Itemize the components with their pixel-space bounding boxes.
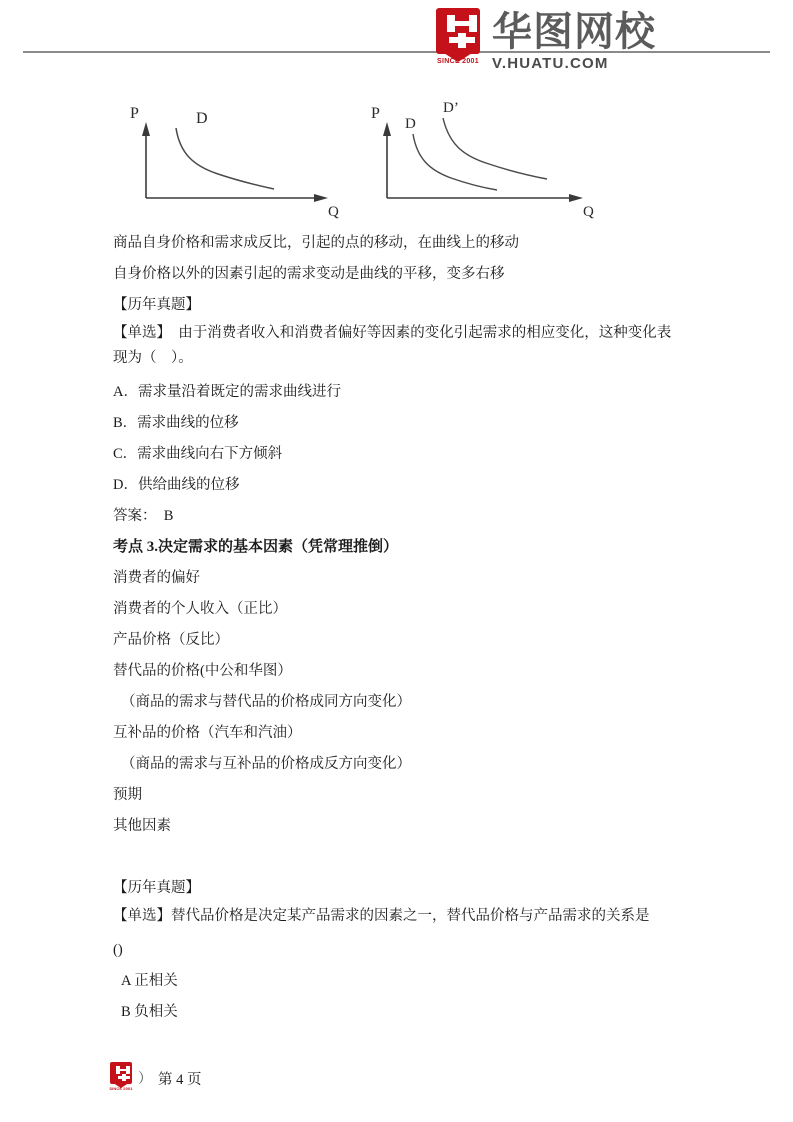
question-1-answer: 答案： B	[113, 508, 174, 524]
question-1-option-a: A．需求量沿着既定的需求曲线进行	[113, 384, 341, 400]
huatu-shield-icon	[108, 1062, 134, 1094]
brand-url: V.HUATU.COM	[492, 55, 609, 72]
question-2-option-a: A 正相关	[121, 973, 178, 989]
note-line-2: 自身价格以外的因素引起的需求变动是曲线的平移，变多右移	[113, 266, 505, 282]
factor-item-6: 预期	[113, 787, 142, 803]
question-1-stem: 【单选】 由于消费者收入和消费者偏好等因素的变化引起需求的相应变化，这种变化表现为（ ）。	[113, 325, 672, 366]
factor-item-3: 产品价格（反比）	[113, 632, 229, 648]
demand-curve-single-svg	[118, 96, 348, 224]
exam-tag-2: 【历年真题】	[113, 880, 200, 896]
figure2-y-label: P	[371, 105, 380, 122]
brand-since-label: SINCE 2001	[437, 58, 479, 65]
huatu-shield-icon	[432, 8, 484, 70]
factor-item-2: 消费者的个人收入（正比）	[113, 601, 287, 617]
heading-kaodian-3: 考点 3.决定需求的基本因素（凭常理推倒）	[113, 539, 399, 555]
demand-curve-single	[118, 96, 348, 229]
factor-item-4: 替代品的价格(中公和华图）	[113, 663, 292, 679]
brand-logo	[432, 8, 712, 86]
exam-tag-1: 【历年真题】	[113, 297, 200, 313]
question-1-option-c: C．需求曲线向右下方倾斜	[113, 446, 283, 462]
note-line-1: 商品自身价格和需求成反比，引起的点的移动，在曲线上的移动	[113, 235, 519, 251]
figure2-curve-label-d-prime: D’	[443, 100, 459, 116]
factor-item-1: 消费者的偏好	[113, 570, 200, 586]
factor-note-2: （商品的需求与互补品的价格成反方向变化）	[121, 756, 411, 772]
factor-item-5: 互补品的价格（汽车和汽油）	[113, 725, 302, 741]
demand-curve-shift	[365, 96, 615, 229]
section-spacer	[113, 842, 673, 873]
factor-item-7: 其他因素	[113, 818, 171, 834]
figure2-curve-label-d: D	[405, 116, 416, 132]
figure1-curve-label-d: D	[196, 110, 208, 127]
factor-note-1: （商品的需求与替代品的价格成同方向变化）	[121, 694, 411, 710]
brand-name: 华图网校	[492, 10, 656, 54]
figure1-x-label: Q	[328, 204, 339, 220]
page-footer	[108, 1056, 408, 1100]
document-body	[113, 228, 673, 1028]
page-header	[0, 0, 793, 92]
question-2-stem-parenthesis: ()	[113, 942, 123, 958]
question-1-option-d: D．供给曲线的位移	[113, 477, 240, 493]
footer-since-label: SINCE 2001	[109, 1086, 133, 1091]
figure2-x-label: Q	[583, 204, 594, 220]
question-2-stem: 【单选】替代品价格是决定某产品需求的因素之一，替代品价格与产品需求的关系是	[113, 908, 650, 924]
question-2-option-b: B 负相关	[121, 1004, 178, 1020]
figure-row	[0, 96, 793, 224]
page-number-label: 第 4 页	[158, 1071, 202, 1088]
question-1-option-b: B．需求曲线的位移	[113, 415, 239, 431]
demand-curve-shift-svg	[365, 96, 615, 224]
figure1-y-label: P	[130, 105, 139, 122]
footer-separator: ）	[138, 1072, 152, 1087]
